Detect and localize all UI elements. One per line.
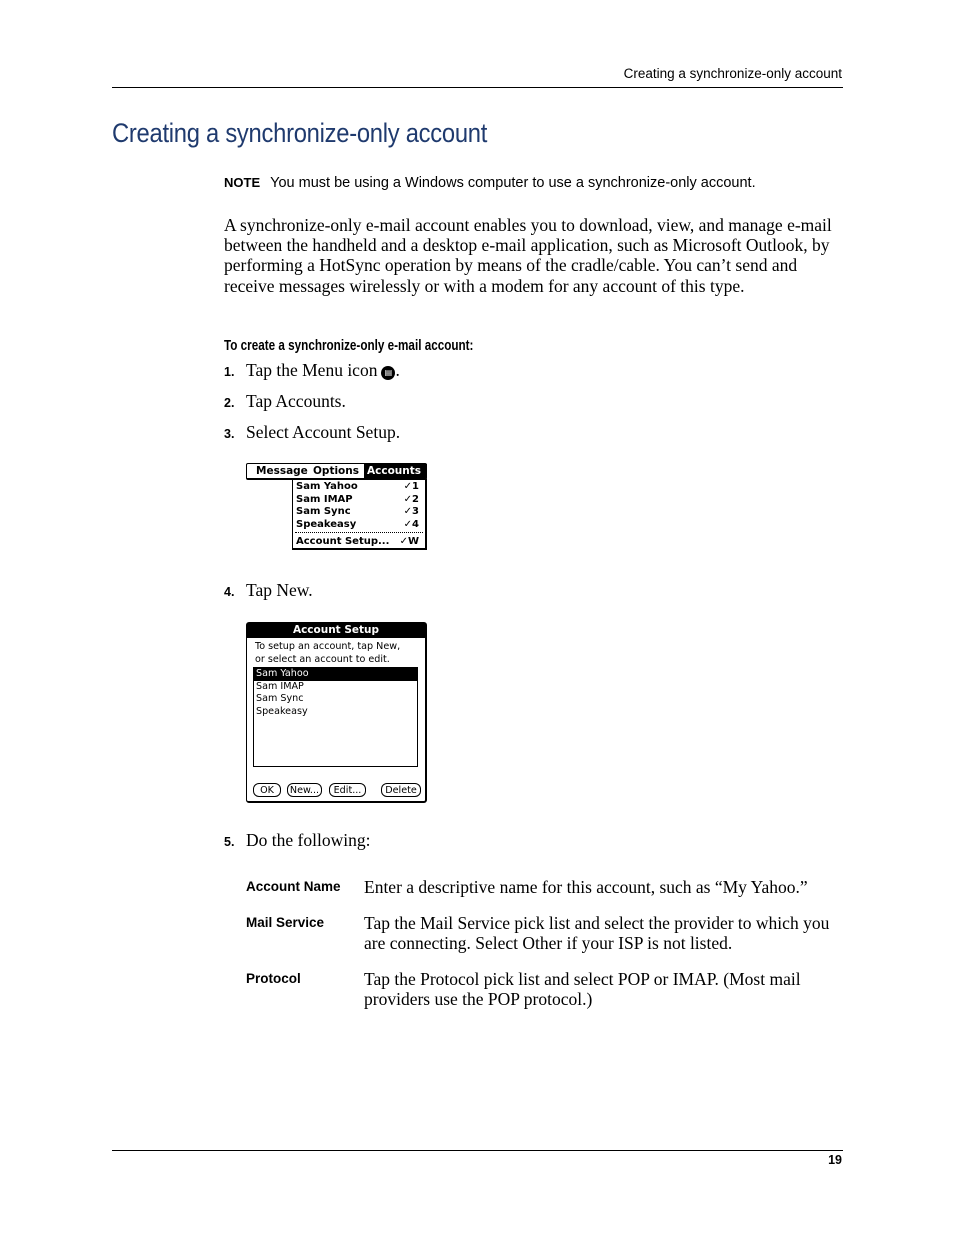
step-text: Select Account Setup.	[246, 422, 401, 442]
instructions-line: or select an account to edit.	[255, 653, 390, 665]
step-number: 4.	[224, 585, 235, 599]
page-number: 19	[828, 1153, 842, 1167]
account-row-sam-sync[interactable]: Sam Sync	[256, 693, 304, 705]
menu-item-label: Account Setup...	[296, 536, 390, 547]
step-text: Do the following:	[246, 830, 371, 850]
account-row-sam-yahoo[interactable]: Sam Yahoo	[254, 668, 417, 681]
field-desc-mail-service: Tap the Mail Service pick list and select the provider to which you are connecting. Select Other if your ISP is not listed.	[364, 913, 830, 954]
accounts-dropdown	[292, 479, 427, 550]
footer-rule	[112, 1150, 843, 1151]
step-number: 2.	[224, 396, 235, 410]
running-header: Creating a synchronize-only account	[623, 66, 842, 81]
menu-item-sam-yahoo[interactable]	[296, 480, 421, 493]
step-number: 5.	[224, 835, 235, 849]
note-text: You must be using a Windows computer to use a synchronize-only account.	[270, 175, 756, 191]
step-suffix: .	[395, 360, 400, 380]
accounts-menu-screenshot	[246, 463, 427, 550]
step-1	[224, 360, 400, 381]
edit-button[interactable]: Edit...	[329, 783, 366, 797]
step-4	[224, 580, 313, 601]
field-label-protocol: Protocol	[246, 971, 301, 986]
step-number: 3.	[224, 427, 235, 441]
menu-item-shortcut: ✓2	[403, 493, 419, 505]
procedure-heading: To create a synchronize-only e-mail account:	[224, 337, 474, 354]
instructions-line: To setup an account, tap New,	[255, 641, 401, 652]
menu-message[interactable]: Message	[256, 465, 308, 477]
menu-item-shortcut: ✓4	[403, 518, 419, 530]
step-3	[224, 422, 400, 443]
field-desc-protocol: Tap the Protocol pick list and select POP or IMAP. (Most mail providers use the POP protocol.)	[364, 969, 801, 1010]
menu-item-label: Sam Yahoo	[296, 481, 358, 492]
step-2	[224, 391, 346, 412]
account-setup-dialog-screenshot	[246, 622, 427, 803]
note-label: NOTE	[224, 175, 261, 190]
menu-item-label: Speakeasy	[296, 518, 357, 530]
delete-button[interactable]: Delete	[381, 783, 421, 797]
page-title: Creating a synchronize-only account	[112, 118, 488, 148]
menu-bar	[246, 463, 427, 480]
menu-item-account-setup[interactable]	[296, 535, 421, 548]
header-rule	[112, 87, 843, 88]
step-5	[224, 830, 370, 851]
menu-item-shortcut: ✓W	[399, 536, 419, 547]
step-text: Tap the Menu icon	[246, 360, 378, 380]
menu-item-label: Sam Sync	[296, 506, 351, 517]
menu-options[interactable]: Options	[313, 465, 359, 477]
field-desc-account-name: Enter a descriptive name for this account, such as “My Yahoo.”	[364, 877, 808, 897]
dialog-instructions	[255, 641, 420, 666]
account-list[interactable]	[253, 667, 418, 767]
menu-icon: ▤	[381, 366, 395, 380]
menu-item-label: Sam IMAP	[296, 493, 353, 505]
ok-button[interactable]: OK	[253, 783, 281, 797]
menu-item-shortcut: ✓1	[403, 481, 419, 492]
account-row-speakeasy[interactable]: Speakeasy	[256, 705, 308, 717]
field-label-mail-service: Mail Service	[246, 915, 325, 930]
step-text: Tap Accounts.	[246, 391, 346, 411]
menu-item-speakeasy[interactable]	[296, 518, 421, 531]
intro-paragraph: A synchronize-only e-mail account enables you to download, view, and manage e-mail between the handheld and a desktop e-mail application, such as Microsoft Outlook, by performing a HotSync operation by means of the cradle/cable. You can’t send and receive messages wirelessly or with a modem for any account of this type.	[224, 215, 832, 296]
dialog-title: Account Setup	[247, 623, 425, 638]
account-row-sam-imap[interactable]: Sam IMAP	[256, 680, 304, 692]
menu-item-shortcut: ✓3	[403, 506, 419, 517]
menu-item-sam-sync[interactable]	[296, 505, 421, 518]
menu-separator	[295, 532, 423, 533]
field-label-account-name: Account Name	[246, 879, 341, 894]
note	[224, 175, 756, 191]
step-number: 1.	[224, 365, 235, 379]
step-text: Tap New.	[246, 580, 313, 600]
menu-item-sam-imap[interactable]	[296, 493, 421, 506]
new-button[interactable]: New...	[287, 783, 322, 797]
menu-accounts[interactable]: Accounts	[364, 464, 427, 478]
